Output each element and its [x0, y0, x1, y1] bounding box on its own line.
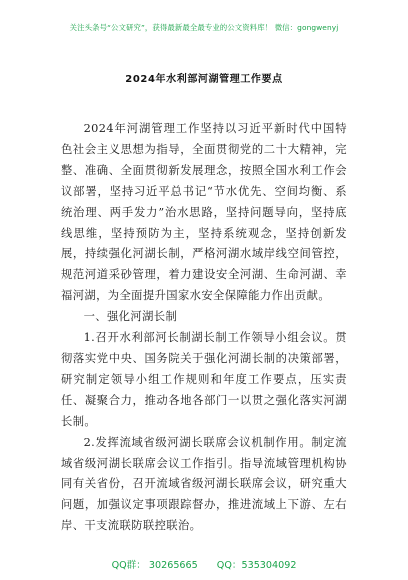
item-paragraph-1: 1.召开水利部河长制湖长制工作领导小组会议。贯彻落实党中央、国务院关于强化河湖长制的决策部署，研究制定领导小组工作规则和年度工作要点，压实责任、凝聚合力，推动各地各部门一以贯之强化落实河湖长制。 — [61, 331, 347, 428]
document-body — [61, 119, 347, 537]
item-paragraph-2: 2.发挥流域省级河湖长联席会议机制作用。制定流域省级河湖长联席会议工作指引。指导流域管理机构协同有关省份，召开流域省级河湖长联席会议，研究重大问题，加强议定事项跟踪督办，推进流域上下游、左右岸、干支流联防联控联治。 — [61, 435, 347, 533]
footer-qq: QQ：535304092 — [216, 560, 297, 571]
section-heading: 一、强化河湖长制 — [83, 310, 178, 324]
footer-qq-group: QQ群： 30265665 — [111, 560, 198, 571]
intro-paragraph: 2024年河湖管理工作坚持以习近平新时代中国特色社会主义思想为指导，全面贯彻党的二十大精神，完整、准确、全面贯彻新发展理念，按照全国水利工作会议部署，坚持习近平总书记“节水优先、空间均衡、系统治理、两手发力”治水思路，坚持问题导向，坚持底线思维，坚持预防为主，坚持系统观念，坚持创新发展，持续强化河湖长制，严格河湖水域岸线空间管控，规范河道采砂管理，着力建设安全河湖、生命河湖、幸福河湖，为全面提升国家水安全保障能力作出贡献。 — [61, 122, 347, 303]
header-banner: 关注头条号“公文研究”，获得最新最全最专业的公文资料库！ 微信：gongwenyj — [69, 23, 339, 32]
page-title: 2024年水利部河湖管理工作要点 — [125, 74, 283, 85]
footer-contacts — [0, 557, 408, 571]
